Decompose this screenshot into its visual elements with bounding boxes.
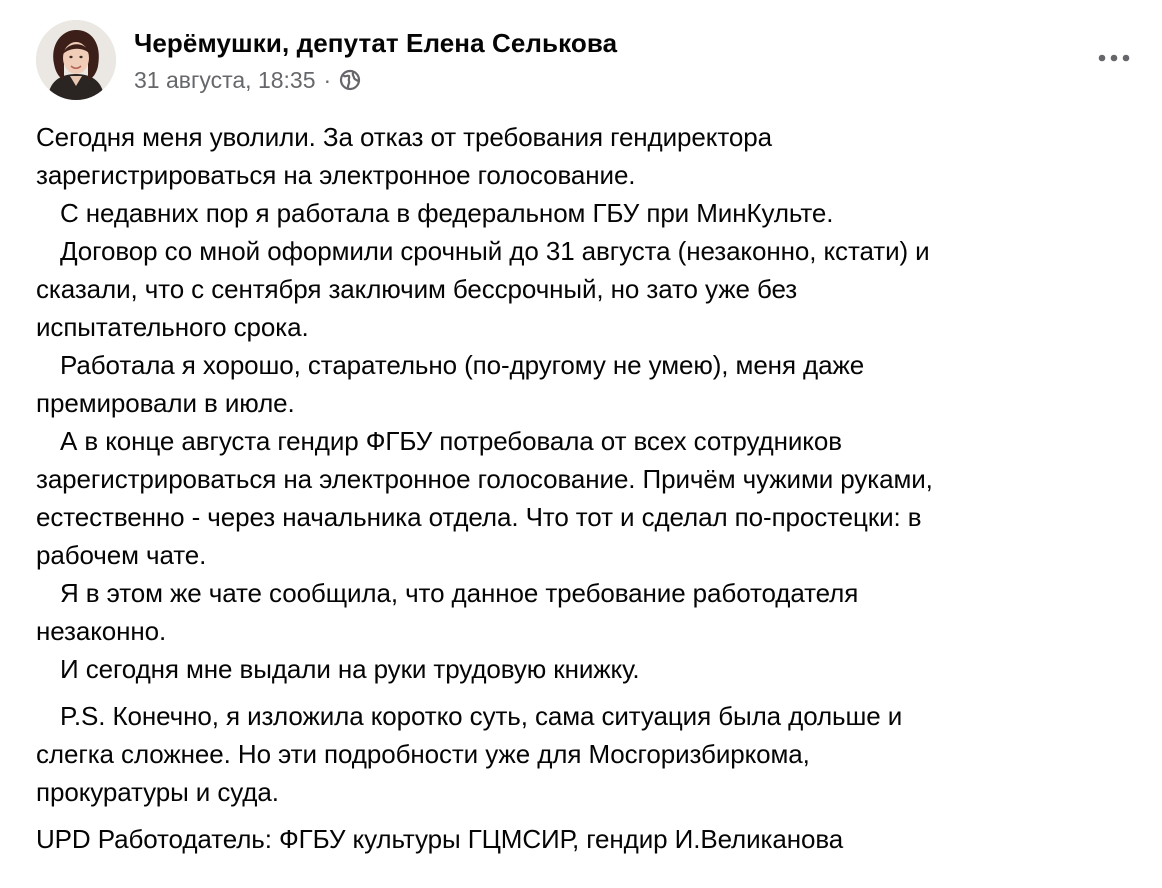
post-text-line: Я в этом же чате сообщила, что данное требование работодателя [60, 578, 859, 608]
post-text-line: естественно - через начальника отдела. Что тот и сделал по-простецки: в [36, 502, 922, 532]
post-text-line: Договор со мной оформили срочный до 31 августа (незаконно, кстати) и [60, 236, 930, 266]
globe-icon[interactable] [339, 69, 361, 91]
post-text-line: незаконно. [36, 616, 167, 646]
post-text-line: UPD Работодатель: ФГБУ культуры ГЦМСИР, гендир И.Великанова [36, 824, 844, 854]
post-text-line: слегка сложнее. Но эти подробности уже для Мосгоризбиркома, [36, 739, 810, 769]
post-text-line: зарегистрироваться на электронное голосование. Причём чужими руками, [36, 464, 933, 494]
post-text-line: P.S. Конечно, я изложила коротко суть, сама ситуация была дольше и [60, 701, 903, 731]
post-text [36, 118, 1136, 858]
post-text-line: испытательного срока. [36, 312, 309, 342]
post-text-line: И сегодня мне выдали на руки трудовую книжку. [60, 654, 640, 684]
post-text-line: зарегистрироваться на электронное голосование. [36, 160, 636, 190]
post-text-line: Работала я хорошо, старательно (по-другому не умею), меня даже [60, 350, 865, 380]
post-text-line: А в конце августа гендир ФГБУ потребовала от всех сотрудников [60, 426, 842, 456]
more-options-icon[interactable] [1094, 44, 1134, 72]
post-text-line: премировали в июле. [36, 388, 295, 418]
post-text-line: прокуратуры и суда. [36, 777, 279, 807]
post-text-line: сказали, что с сентября заключим бессрочный, но зато уже без [36, 274, 798, 304]
author-name[interactable]: Черёмушки, депутат Елена Селькова [134, 28, 618, 58]
avatar-photo [36, 20, 116, 100]
post-timestamp[interactable]: 31 августа, 18:35 [134, 66, 316, 93]
post-meta [134, 64, 361, 96]
post-text-line: рабочем чате. [36, 540, 207, 570]
post-text-line: С недавних пор я работала в федеральном ГБУ при МинКульте. [60, 198, 834, 228]
meta-separator: · [323, 66, 332, 93]
post-text-line: Сегодня меня уволили. За отказ от требования гендиректора [36, 122, 772, 152]
avatar[interactable] [36, 20, 116, 100]
